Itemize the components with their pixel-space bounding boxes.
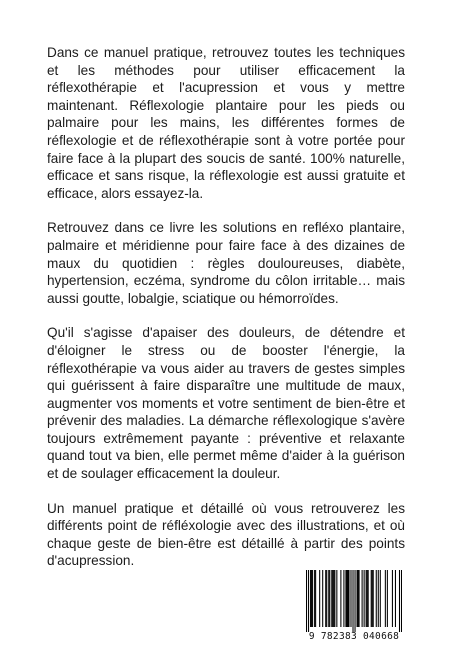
- barcode-bar: [311, 570, 312, 627]
- barcode-bar: [378, 570, 379, 627]
- barcode-bar: [340, 570, 341, 627]
- isbn-barcode: [298, 567, 410, 651]
- paragraph-intro: Dans ce manuel pratique, retrouvez toutes les techniques et les méthodes pour utiliser efficacement la réflexothérapie et l'acupression et vous y mettre maintenant. Réflexologie plantaire pour les pieds ou palmaire pour les mains, les différentes formes de réflexologie et de réflexothérapie sont à votre portée pour faire face à la plupart des soucis de santé. 100% naturelle, efficace et sans risque, la réflexologie est aussi gratuite et efficace, alors essayez-la.: [47, 45, 405, 201]
- barcode-bar: [347, 570, 348, 627]
- barcode-bar: [308, 570, 309, 632]
- barcode-bar: [336, 570, 337, 627]
- barcode-bar: [359, 570, 360, 627]
- barcode-bar: [315, 570, 316, 627]
- barcode-bar: [322, 570, 323, 627]
- barcode-bar: [346, 570, 347, 627]
- barcode-bar: [325, 570, 326, 627]
- barcode-bar: [312, 570, 313, 627]
- barcode-number: 9 782383 040668: [308, 631, 400, 642]
- barcode-bar: [319, 570, 320, 627]
- barcode-bar: [306, 570, 307, 632]
- barcode-bar: [329, 570, 330, 627]
- barcode-bar: [357, 570, 358, 627]
- barcode-bar: [348, 570, 349, 627]
- barcode-bar: [358, 570, 359, 627]
- barcode-bar: [310, 570, 311, 627]
- paragraph-solutions: Retrouvez dans ce livre les solutions en refléxo plantaire, palmaire et méridienne pour faire face à des dizaines de maux du quotidien : règles douloureuses, diabète, hypertension, eczéma, syndrome du côlon irritable… mais aussi goutte, lobalgie, sciatique ou hémorroïdes.: [47, 220, 405, 306]
- barcode-bar: [366, 570, 367, 627]
- barcode-bar: [362, 570, 363, 627]
- barcode-bar: [401, 570, 402, 632]
- barcode-bar: [372, 570, 373, 627]
- barcode-bars: [306, 570, 402, 632]
- barcode-bar: [364, 570, 365, 627]
- barcode-bar: [326, 570, 327, 627]
- barcode-bar: [355, 570, 356, 632]
- barcode-bar: [343, 570, 344, 627]
- barcode-bar: [387, 570, 388, 627]
- barcode-bar: [331, 570, 332, 627]
- barcode-bar: [368, 570, 369, 627]
- barcode-bar: [395, 570, 396, 627]
- barcode-bar: [376, 570, 377, 627]
- barcode-bar: [385, 570, 386, 627]
- barcode-bar: [352, 570, 353, 632]
- barcode-bar: [380, 570, 381, 627]
- barcode-bar: [399, 570, 400, 632]
- barcode-bar: [314, 570, 315, 627]
- paragraph-manual: Un manuel pratique et détaillé où vous retrouverez les différents point de réfléxologie avec des illustrations, et où chaque geste de bien-être est détaillé à partir des points d'acupression.: [47, 500, 405, 569]
- paragraph-benefits: Qu'il s'agisse d'apaiser des douleurs, de détendre et d'éloigner le stress ou de booster l'énergie, la réflexothérapie va vous aider au travers de gestes simples qui guérissent à faire disparaître une multitude de maux, augmenter vos moments et votre sentiment de bien-être et prévenir des maladies. La démarche réflexologique s'avère toujours extrêmement payante : préventive et relaxante quand tout va bien, elle permet même d'aider à la guérison et de soulager efficacement la douleur.: [47, 325, 405, 482]
- barcode-bar: [332, 570, 333, 627]
- barcode-bar: [367, 570, 368, 627]
- barcode-bar: [334, 570, 335, 627]
- barcode-bar: [328, 570, 329, 627]
- barcode-bar: [371, 570, 372, 627]
- barcode-bar: [350, 570, 351, 627]
- barcode-bar: [345, 570, 346, 627]
- barcode-bar: [373, 570, 374, 627]
- back-cover-text: [47, 44, 405, 587]
- barcode-bar: [333, 570, 334, 627]
- barcode-bar: [392, 570, 393, 627]
